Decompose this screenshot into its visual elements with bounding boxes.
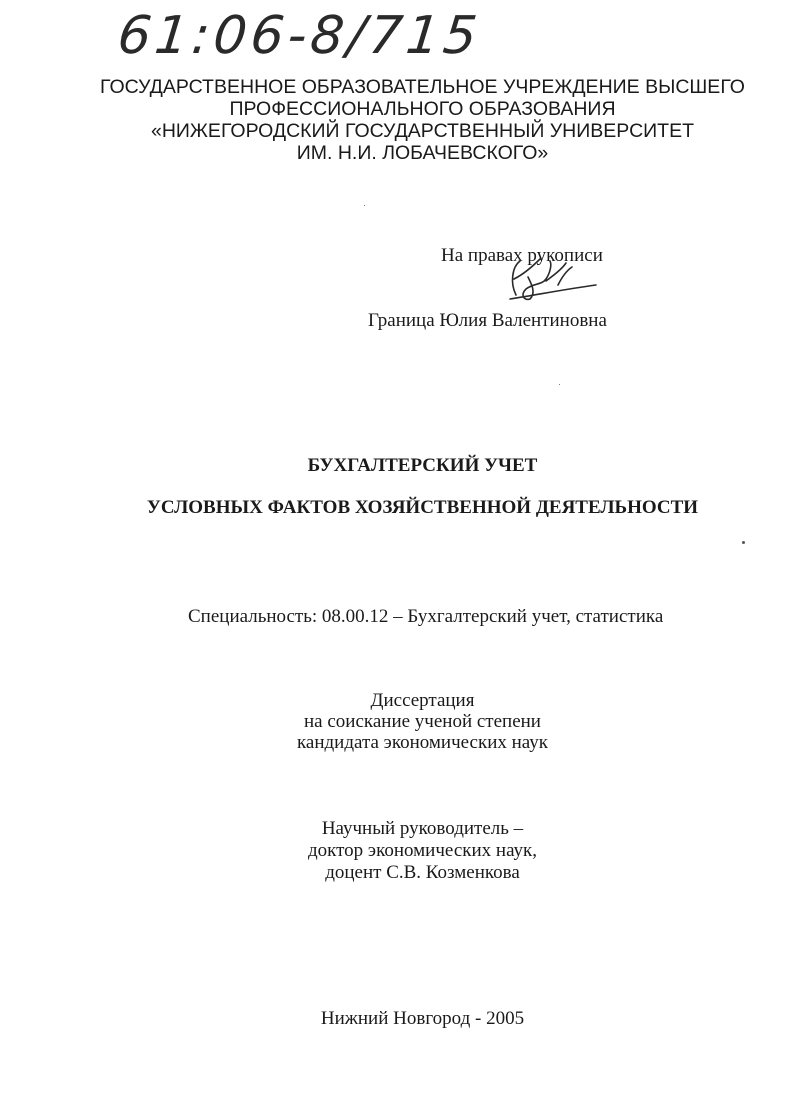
city-year: Нижний Новгород - 2005 (320, 1008, 525, 1029)
degree-line: Диссертация (370, 690, 475, 711)
advisor-line: доктор экономических наук, (307, 840, 538, 861)
institution-line: ИМ. Н.И. ЛОБАЧЕВСКОГО» (296, 142, 549, 164)
scan-speck (364, 205, 365, 206)
scan-speck (559, 384, 560, 385)
scan-speck (742, 541, 745, 544)
advisor-line: Научный руководитель – (321, 818, 524, 839)
degree-line: на соискание ученой степени (304, 711, 541, 732)
author-signature (506, 255, 601, 305)
advisor-block (0, 818, 795, 884)
advisor-line: доцент С.В. Козменкова (325, 862, 520, 883)
institution-line: ПРОФЕССИОНАЛЬНОГО ОБРАЗОВАНИЯ (229, 98, 616, 120)
institution-name (0, 76, 795, 164)
thesis-title-line-1: БУХГАЛТЕРСКИЙ УЧЕТ (307, 455, 538, 476)
author-name: Граница Юлия Валентиновна (368, 310, 607, 331)
manuscript-rights-label: На правах рукописи (441, 245, 603, 266)
degree-block (0, 690, 795, 753)
institution-line: ГОСУДАРСТВЕННОЕ ОБРАЗОВАТЕЛЬНОЕ УЧРЕЖДЕНИЕ ВЫСШЕГО (100, 76, 745, 98)
handwritten-archive-code: 61:06-8/715 (114, 6, 484, 66)
degree-line: кандидата экономических наук (296, 732, 549, 753)
thesis-title-line-2: УСЛОВНЫХ ФАКТОВ ХОЗЯЙСТВЕННОЙ ДЕЯТЕЛЬНОСТИ (146, 497, 699, 518)
specialty-line: Специальность: 08.00.12 – Бухгалтерский учет, статистика (188, 606, 664, 627)
institution-line: «НИЖЕГОРОДСКИЙ ГОСУДАРСТВЕННЫЙ УНИВЕРСИТЕТ (150, 120, 694, 142)
